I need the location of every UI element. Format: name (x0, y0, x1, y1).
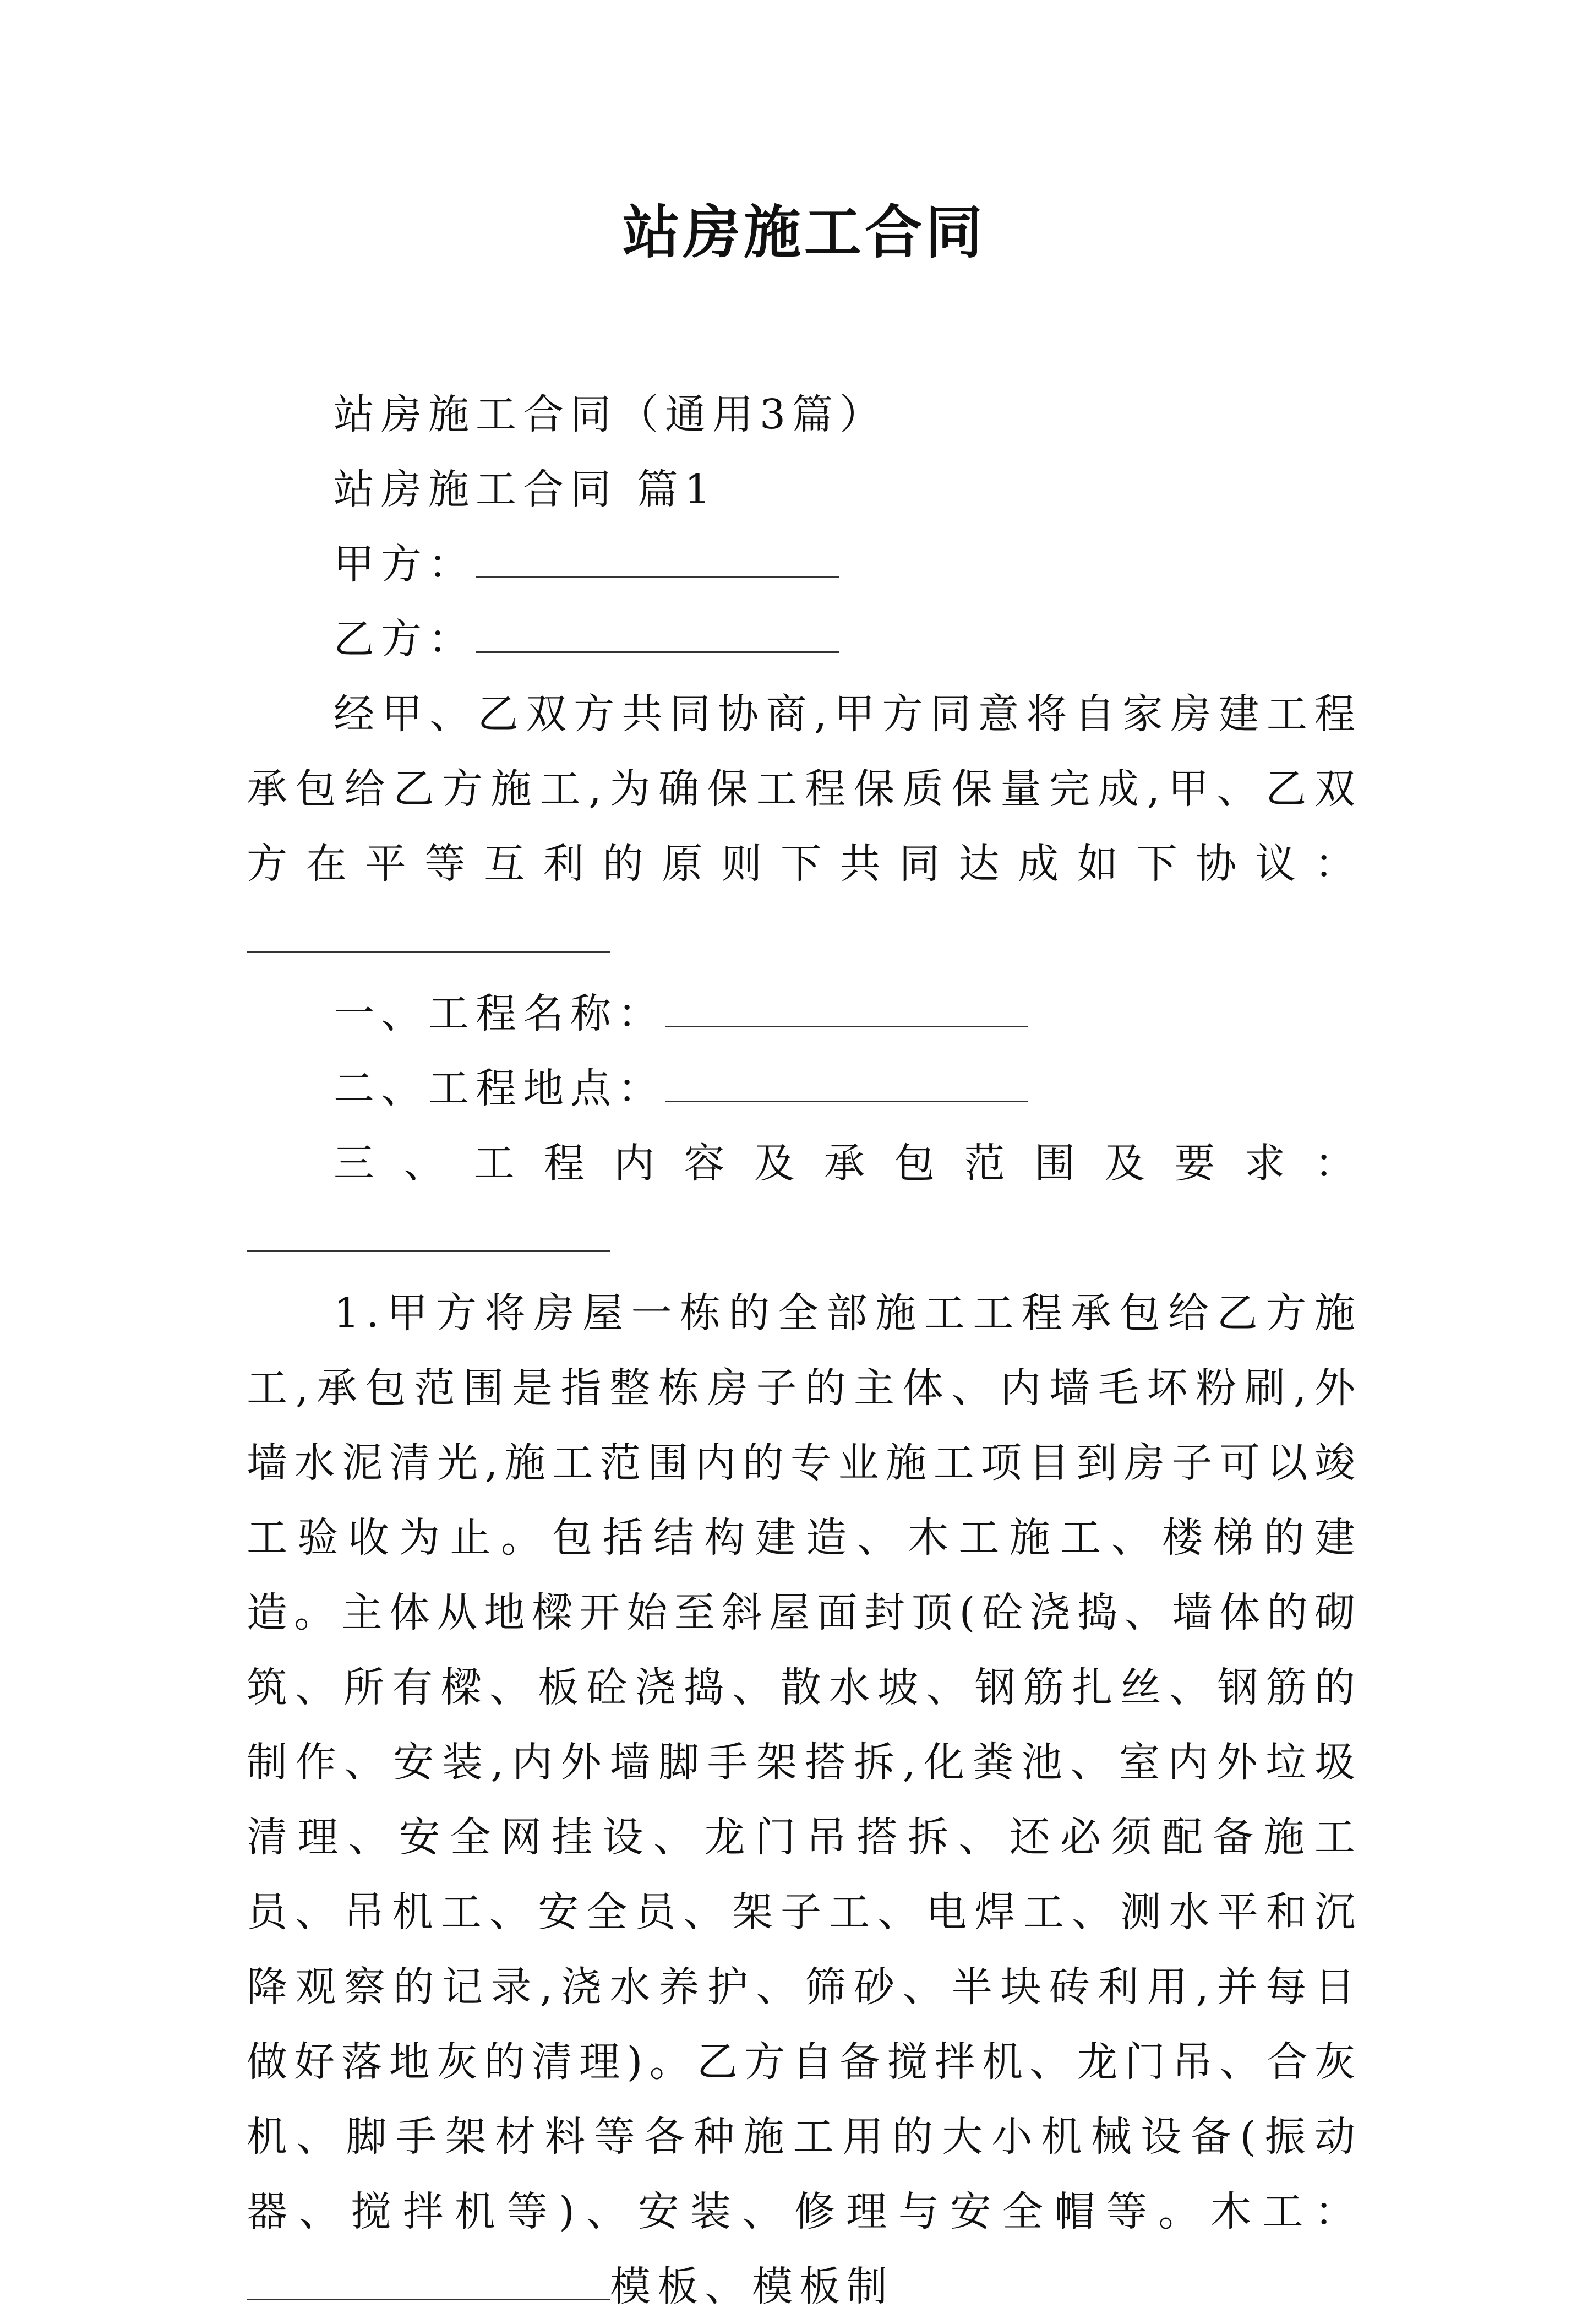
clause-1-tail: 模板、模板制 (610, 2262, 894, 2310)
party-a-blank (476, 543, 839, 578)
carpentry-blank (247, 2266, 610, 2300)
party-b-label: 乙方： (334, 615, 476, 663)
intro-paragraph (247, 677, 1362, 976)
clause-1-paragraph (247, 1276, 1362, 2324)
project-name-label: 一、工程名称： (334, 989, 665, 1037)
project-scope-label: 三、工程内容及承包范围及要求： (334, 1139, 1362, 1187)
item-project-location (247, 1051, 1362, 1126)
party-b-blank (476, 618, 839, 653)
clause-1-text: 1.甲方将房屋一栋的全部施工工程承包给乙方施工,承包范围是指整栋房子的主体、内墙毛坏粉刷,外墙水泥清光,施工范围内的专业施工项目到房子可以竣工验收为止。包括结构建造、木工施工、楼梯的建造。主体从地樑开始至斜屋面封顶(砼浇捣、墙体的砌筑、所有樑、板砼浇捣、散水坡、钢筋扎丝、钢筋的制作、安装,内外墙脚手架搭拆,化粪池、室内外垃圾清理、安全网挂设、龙门吊搭拆、还必须配备施工员、吊机工、安全员、架子工、电焊工、测水平和沉降观察的记录,浇水养护、筛砂、半块砖利用,并每日做好落地灰的清理)。乙方自备搅拌机、龙门吊、合灰机、脚手架材料等各种施工用的大小机械设备(振动器、搅拌机等)、安装、修理与安全帽等。木工： (247, 1289, 1362, 2235)
project-name-blank (665, 993, 1028, 1027)
project-location-label: 二、工程地点： (334, 1064, 665, 1112)
party-b-line (247, 602, 1362, 677)
section-heading (247, 452, 1362, 527)
intro-blank (247, 918, 610, 953)
document-title: 站房施工合同 (622, 198, 986, 266)
subtitle-text: 站房施工合同（通用3篇） (334, 390, 887, 438)
party-a-label: 甲方： (334, 540, 476, 588)
project-scope-blank (247, 1217, 610, 1252)
project-location-blank (665, 1068, 1028, 1102)
document-body (247, 377, 1362, 2324)
party-a-line (247, 527, 1362, 602)
intro-text: 经甲、乙双方共同协商,甲方同意将自家房建工程承包给乙方施工,为确保工程保质保量完成,甲、乙双方在平等互利的原则下共同达成如下协议： (247, 690, 1362, 888)
item-project-scope (247, 1126, 1362, 1276)
subtitle-line (247, 377, 1362, 452)
section-heading-text: 站房施工合同 篇1 (334, 465, 717, 513)
item-project-name (247, 976, 1362, 1051)
